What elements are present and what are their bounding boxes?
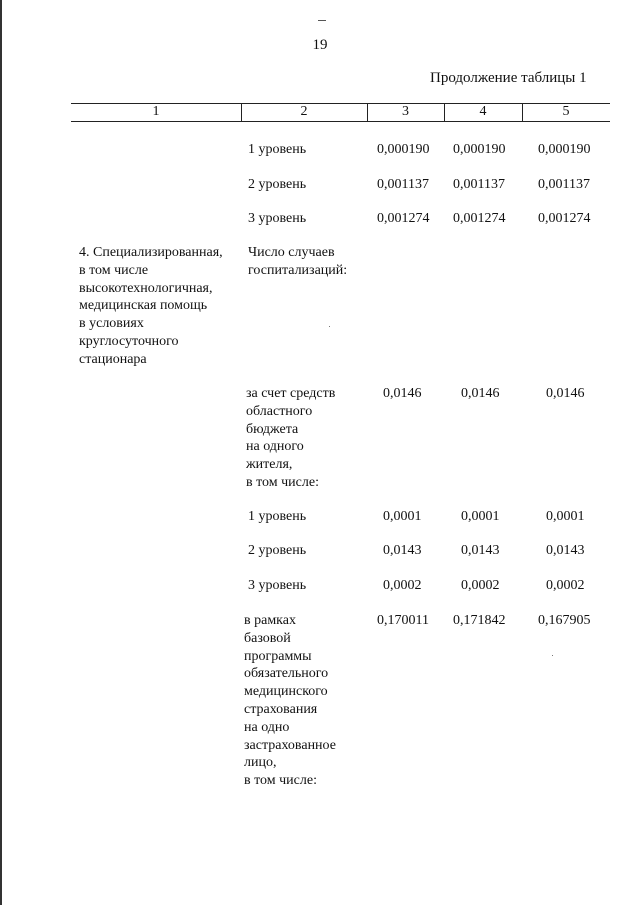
scan-speck [329,326,330,327]
indicator-line: в том числе: [246,474,319,490]
indicator-line: застрахованное [244,737,336,753]
indicator-line: программы [244,648,312,664]
category-line: стационара [79,351,147,367]
indicator-line: в том числе: [244,773,317,789]
indicator-line: Число случаев [248,245,335,260]
indicator-cell [248,244,347,280]
value-cell: 0,167905 [538,613,591,628]
indicator-cell: 3 уровень [248,211,307,226]
column-header: 5 [562,104,570,119]
page-number: 19 [312,37,328,53]
indicator-line: базовой [244,630,291,646]
indicator-line: областного [246,403,313,419]
scan-speck [552,655,553,656]
value-cell: 0,171842 [453,613,506,628]
scan-mark [318,20,326,21]
indicator-line: на одного [246,439,304,455]
value-cell: 0,001274 [377,211,430,226]
indicator-line: страхования [244,701,318,717]
value-cell: 0,0001 [383,509,422,524]
value-cell: 0,0002 [461,578,500,593]
category-line: высокотехнологичная, [79,280,213,296]
category-line: медицинская помощь [79,298,208,314]
category-line: в условиях [79,316,144,332]
value-cell: 0,0002 [383,578,422,593]
indicator-line: на одно [244,719,290,735]
category-line: в том числе [79,262,149,278]
indicator-cell: 3 уровень [248,578,307,593]
value-cell: 0,0001 [546,509,585,524]
value-cell: 0,0143 [461,543,500,558]
value-cell: 0,001137 [538,177,590,192]
value-cell: 0,000190 [377,142,430,157]
value-cell: 0,000190 [453,142,506,157]
value-cell: 0,0146 [546,386,585,401]
column-header: 3 [402,104,409,119]
category-cell [79,244,223,369]
column-header: 1 [152,104,160,119]
indicator-cell: 1 уровень [248,509,307,524]
value-cell: 0,001274 [453,211,506,226]
indicator-line: за счет средств [246,386,336,401]
column-header: 2 [300,104,308,119]
indicator-line: обязательного [244,666,329,682]
value-cell: 0,0143 [546,543,585,558]
value-cell: 0,0146 [383,386,422,401]
indicator-cell [246,385,335,492]
value-cell: 0,000190 [538,142,591,157]
indicator-line: в рамках [244,613,296,628]
category-line: круглосуточного [79,333,179,349]
indicator-cell [244,612,336,790]
value-cell: 0,0146 [461,386,500,401]
value-cell: 0,170011 [377,613,429,628]
indicator-line: госпитализаций: [248,262,348,278]
indicator-cell: 2 уровень [248,177,307,192]
value-cell: 0,001274 [538,211,591,226]
column-header: 4 [479,104,487,119]
scan-left-edge [0,0,2,905]
indicator-cell: 2 уровень [248,543,307,558]
indicator-line: медицинского [244,684,328,700]
value-cell: 0,001137 [453,177,505,192]
table-header-bottom-border [71,121,610,122]
category-line: 4. Специализированная, [79,245,223,260]
indicator-cell: 1 уровень [248,142,307,157]
indicator-line: бюджета [246,421,299,437]
indicator-line: жителя, [246,457,293,473]
value-cell: 0,0002 [546,578,585,593]
indicator-line: лицо, [244,755,277,771]
value-cell: 0,0143 [383,543,422,558]
value-cell: 0,0001 [461,509,500,524]
continuation-title: Продолжение таблицы 1 [430,70,587,86]
value-cell: 0,001137 [377,177,429,192]
